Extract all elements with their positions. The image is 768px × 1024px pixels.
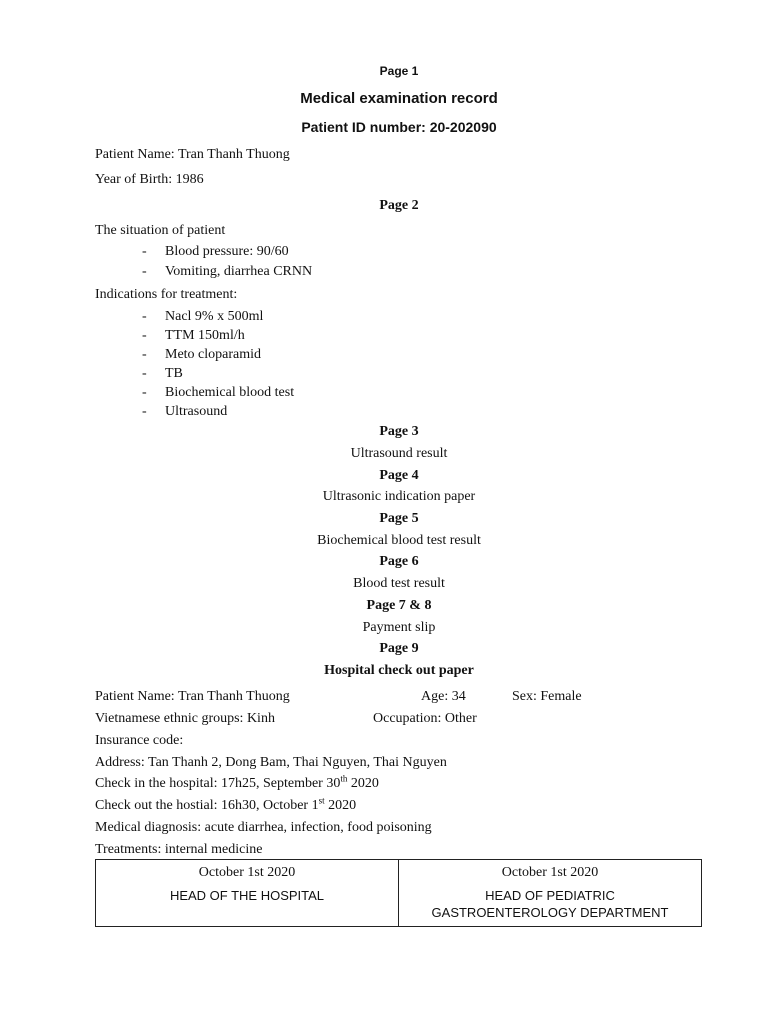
page-7-8-label: Page 7 & 8	[366, 598, 432, 613]
patient-age: Age: 34	[421, 689, 466, 704]
page-4-label: Page 4	[379, 468, 419, 483]
page-5-desc: Biochemical blood test result	[317, 533, 481, 548]
address: Address: Tan Thanh 2, Dong Bam, Thai Nguyen, Thai Nguyen	[95, 755, 447, 770]
treatments: Treatments: internal medicine	[95, 842, 263, 857]
page-3-label: Page 3	[379, 424, 419, 439]
signature-date: October 1st 2020	[501, 865, 599, 880]
page-6-label: Page 6	[379, 554, 419, 569]
page-4-desc: Ultrasonic indication paper	[322, 489, 476, 504]
signature-cell-department	[398, 860, 701, 926]
signature-title: HEAD OF PEDIATRIC GASTROENTEROLOGY DEPARTMENT	[431, 888, 669, 920]
checkout-patient-name: Patient Name: Tran Thanh Thuong	[95, 689, 290, 704]
year-of-birth: Year of Birth: 1986	[95, 172, 204, 187]
insurance-code: Insurance code:	[95, 733, 184, 748]
indications-heading: Indications for treatment:	[95, 287, 238, 302]
page-7-8-desc: Payment slip	[362, 620, 436, 635]
patient-id: Patient ID number: 20-202090	[301, 119, 497, 135]
check-in-time: Check in the hospital: 17h25, September 30th 2020	[95, 773, 379, 791]
document-title: Medical examination record	[300, 90, 498, 107]
signature-date: October 1st 2020	[198, 865, 296, 880]
patient-sex: Sex: Female	[512, 689, 582, 704]
patient-name: Patient Name: Tran Thanh Thuong	[95, 147, 290, 162]
page-5-label: Page 5	[379, 511, 419, 526]
ethnic-group: Vietnamese ethnic groups: Kinh	[95, 711, 275, 726]
page-3-desc: Ultrasound result	[350, 446, 448, 461]
page-1-label: Page 1	[379, 64, 419, 78]
occupation: Occupation: Other	[373, 711, 477, 726]
page-2-label: Page 2	[379, 198, 419, 213]
check-out-time: Check out the hostial: 16h30, October 1st 2020	[95, 795, 357, 813]
checkout-title: Hospital check out paper	[324, 663, 474, 678]
signature-table	[95, 859, 702, 927]
page-6-desc: Blood test result	[353, 576, 445, 591]
signature-title: HEAD OF THE HOSPITAL	[169, 888, 325, 903]
situation-heading: The situation of patient	[95, 223, 226, 238]
page-9-label: Page 9	[379, 641, 419, 656]
medical-diagnosis: Medical diagnosis: acute diarrhea, infection, food poisoning	[95, 820, 432, 835]
signature-cell-hospital	[96, 860, 398, 926]
